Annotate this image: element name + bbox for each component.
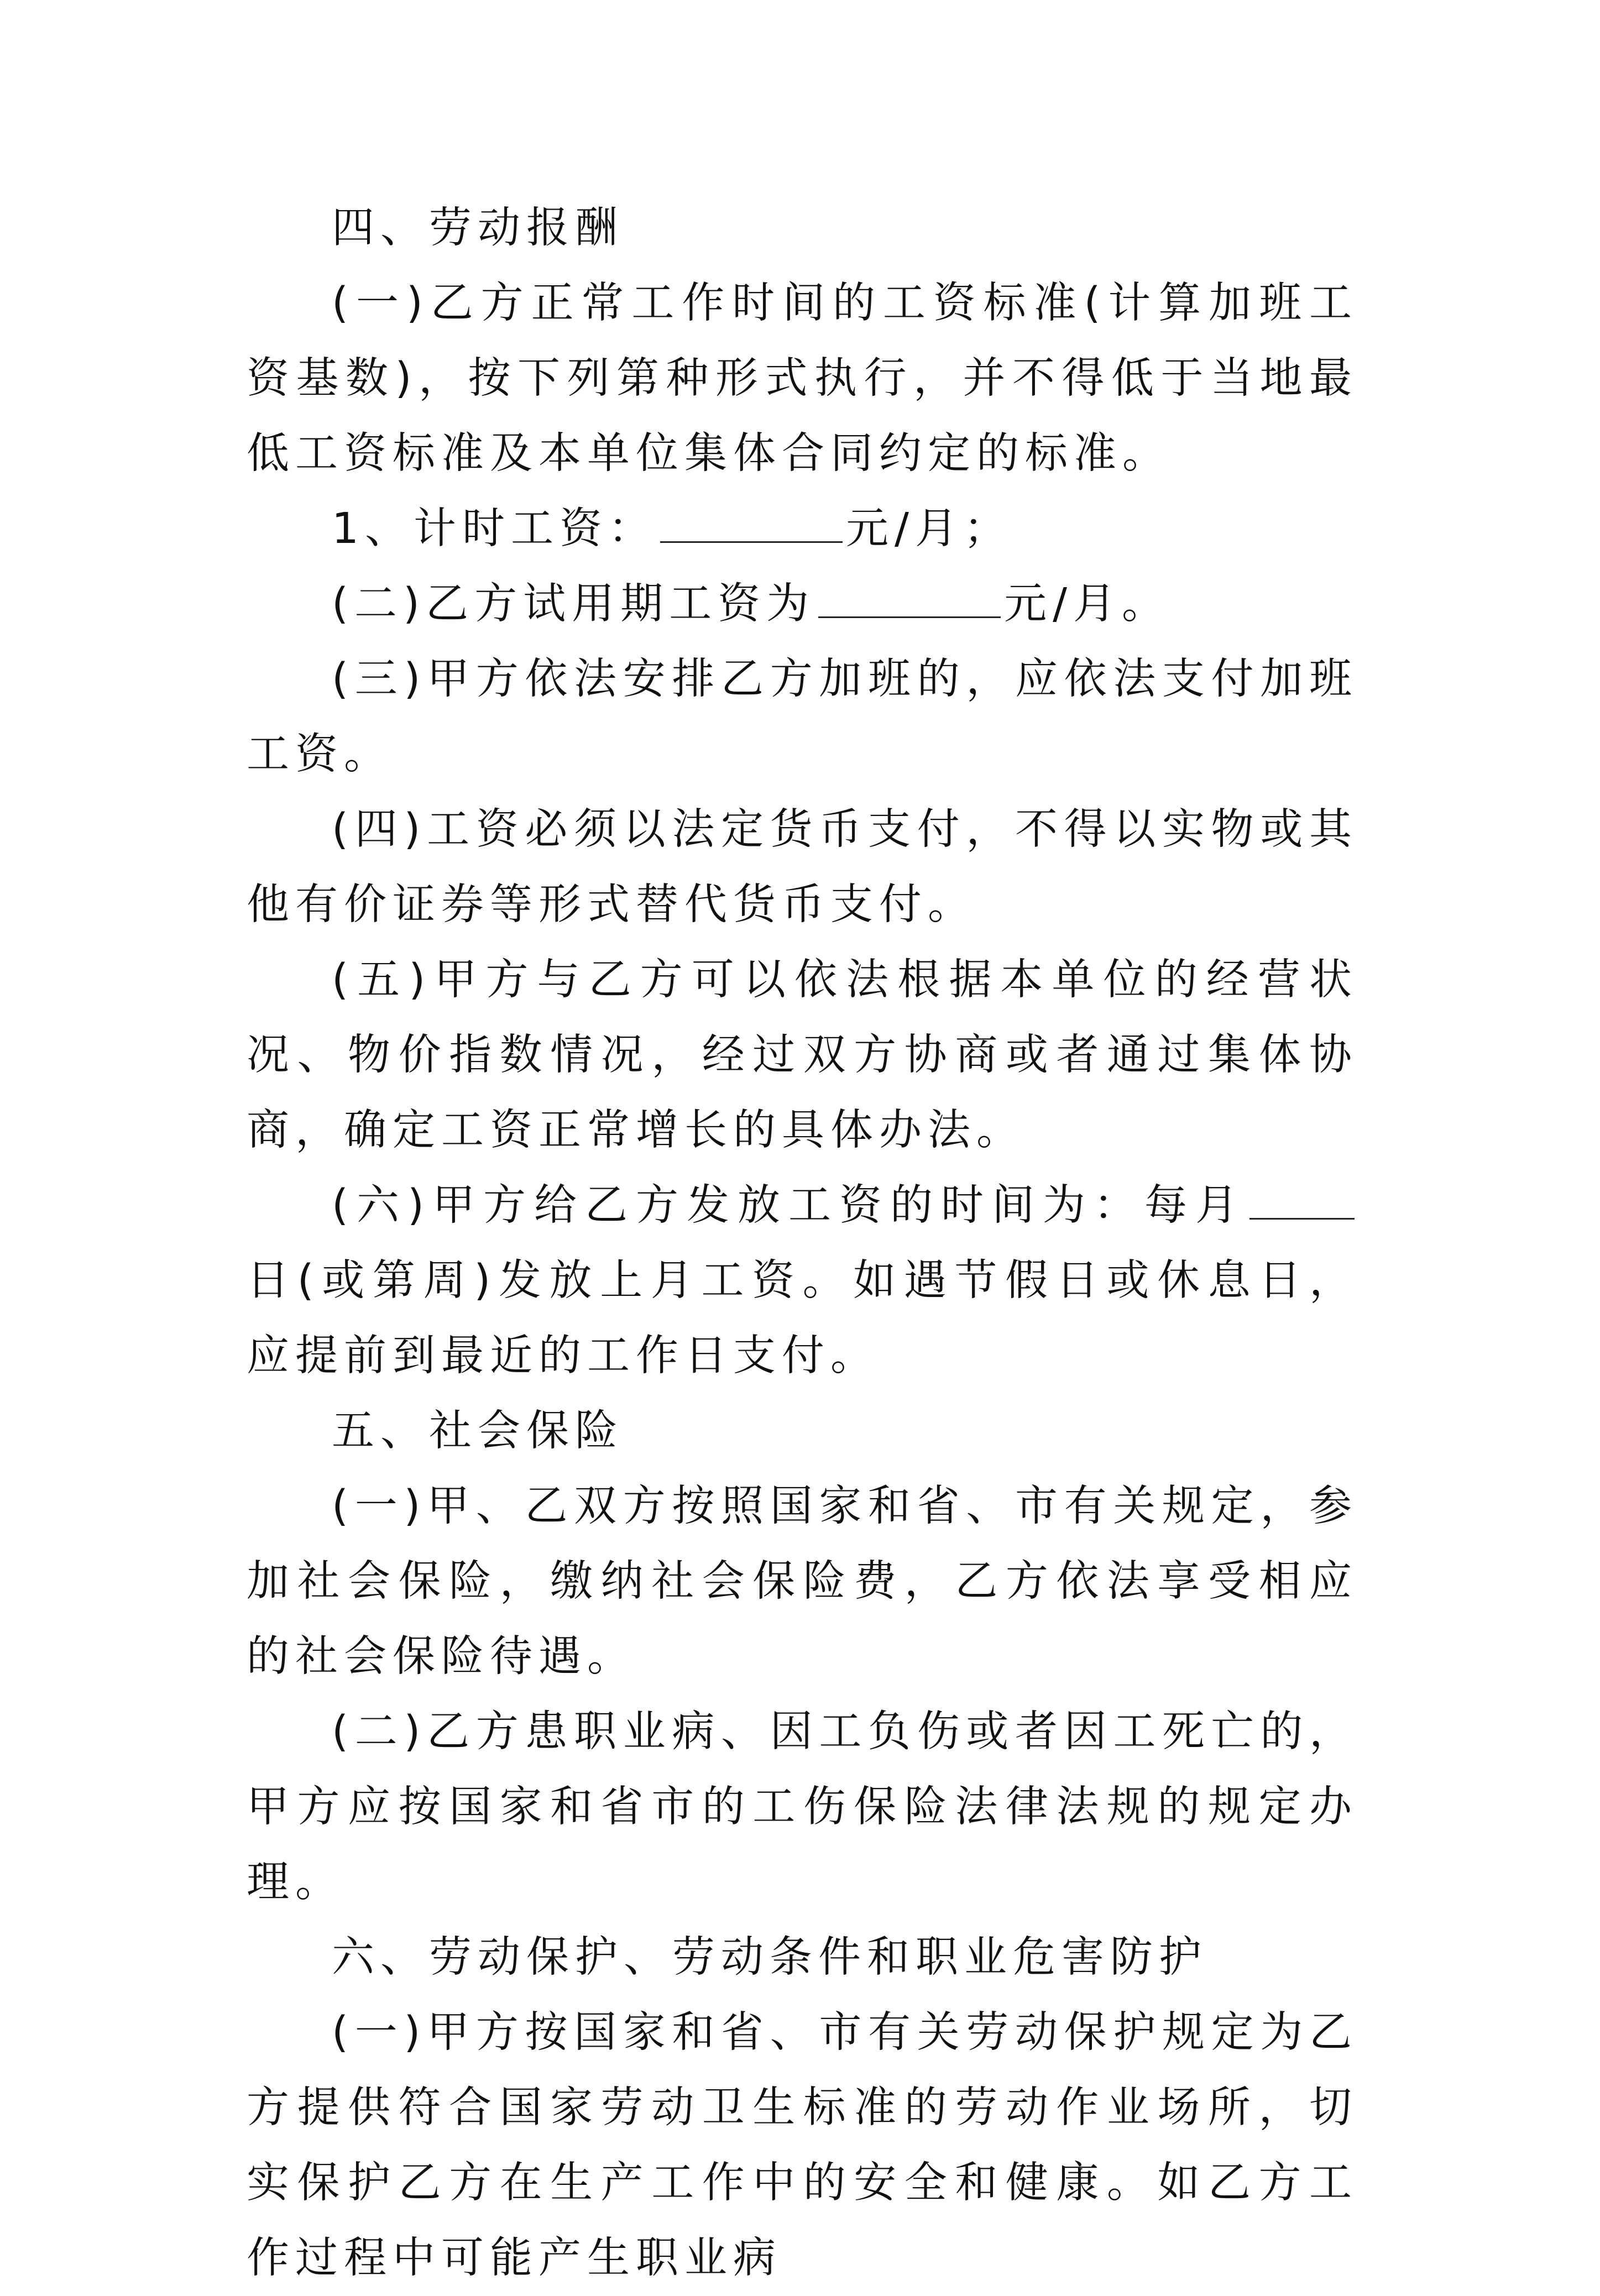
hourly-wage-blank[interactable] xyxy=(660,508,843,543)
section6-heading: 六、劳动保护、劳动条件和职业危害防护 xyxy=(332,1933,1207,1982)
hourly-wage-label: 1、计时工资： xyxy=(332,504,657,553)
section6-paragraph-1: (一)甲方按国家和省、市有关劳动保护规定为乙方提供符合国家劳动卫生标准的劳动作业场所，切实保护乙方在生产工作中的安全和健康。如乙方工作过程中可能产生职业病 xyxy=(247,2008,1358,2283)
section4-paragraph-3 xyxy=(247,567,1358,642)
section4-paragraph-1: (一)乙方正常工作时间的工资标准(计算加班工资基数)，按下列第种形式执行，并不得低于当地最低工资标准及本单位集体合同约定的标准。 xyxy=(247,279,1358,478)
payday-rest: 日(或第周)发放上月工资。如遇节假日或休息日，应提前到最近的工作日支付。 xyxy=(247,1256,1358,1380)
section4-paragraph-7 xyxy=(247,1168,1358,1394)
section4-paragraph-5: (四)工资必须以法定货币支付，不得以实物或其他有价证券等形式替代货币支付。 xyxy=(247,805,1358,929)
section5-paragraph-1: (一)甲、乙双方按照国家和省、市有关规定，参加社会保险，缴纳社会保险费，乙方依法享受相应的社会保险待遇。 xyxy=(247,1482,1358,1681)
section5-paragraph-2: (二)乙方患职业病、因工负伤或者因工死亡的，甲方应按国家和省市的工伤保险法律法规的规定办理。 xyxy=(247,1707,1358,1907)
probation-wage-label: (二)乙方试用期工资为 xyxy=(332,579,815,629)
payday-label: (六)甲方给乙方发放工资的时间为：每月 xyxy=(332,1181,1246,1230)
section4-heading: 四、劳动报酬 xyxy=(332,203,624,253)
section4-paragraph-4: (三)甲方依法安排乙方加班的，应依法支付加班工资。 xyxy=(247,655,1358,779)
section5-heading: 五、社会保险 xyxy=(332,1406,624,1456)
hourly-wage-unit: 元/月； xyxy=(846,504,1012,553)
payday-blank[interactable] xyxy=(1249,1185,1355,1220)
section4-paragraph-2 xyxy=(247,491,1358,567)
probation-wage-unit: 元/月。 xyxy=(1004,579,1171,629)
section4-paragraph-6: (五)甲方与乙方可以依法根据本单位的经营状况、物价指数情况，经过双方协商或者通过集体协商，确定工资正常增长的具体办法。 xyxy=(247,955,1358,1155)
contract-page xyxy=(247,191,1358,2296)
probation-wage-blank[interactable] xyxy=(818,583,1001,618)
